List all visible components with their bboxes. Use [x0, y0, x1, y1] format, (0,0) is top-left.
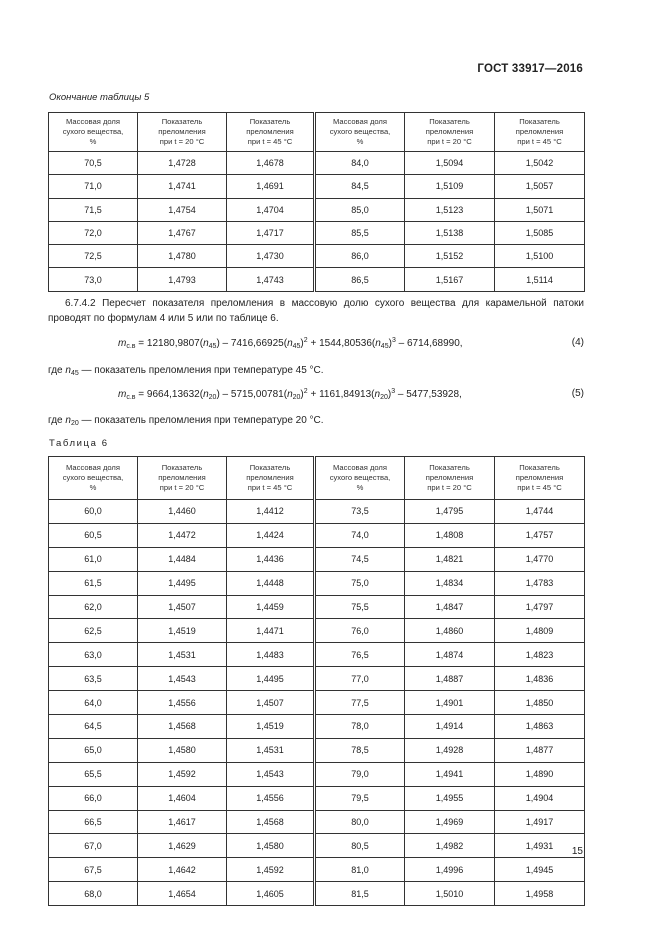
- table6-cell: 78,0: [315, 715, 405, 739]
- table6-cell: 1,4592: [138, 762, 227, 786]
- table6-cell: 1,4605: [227, 882, 315, 906]
- table6-cell: 1,4629: [138, 834, 227, 858]
- table6-cell: 1,4836: [495, 667, 585, 691]
- table-row: [49, 571, 585, 595]
- formula5-m-sub: с.в: [126, 394, 136, 401]
- table5-header-line: сухого вещества,: [62, 127, 124, 136]
- table6-cell: 1,4821: [405, 547, 495, 571]
- table6-cell: 68,0: [49, 882, 138, 906]
- table6-cell: 1,4945: [495, 858, 585, 882]
- formula5-part: = 9664,13632(: [135, 389, 204, 400]
- formula4-n: n: [287, 338, 293, 349]
- table6-header-line: Массовая доля: [333, 463, 387, 472]
- table5-cell: 1,5094: [405, 152, 495, 175]
- table5-cell: 1,5071: [495, 198, 585, 221]
- table6-cell: 1,4580: [227, 834, 315, 858]
- formula4-part: = 12180,9807(: [135, 338, 204, 349]
- formula4-part: – 6714,68990,: [395, 338, 463, 349]
- table5-cell: 1,5085: [495, 221, 585, 244]
- table6-cell: 1,4863: [495, 715, 585, 739]
- formula5-sub: 20: [208, 394, 217, 401]
- table6-cell: 1,4917: [495, 810, 585, 834]
- table5-header-line: преломления: [158, 127, 206, 136]
- table6-cell: 1,4955: [405, 786, 495, 810]
- table5-cell: 72,5: [49, 245, 138, 268]
- table6-cell: 1,4568: [227, 810, 315, 834]
- table6-cell: 1,4890: [495, 762, 585, 786]
- table6-cell: 81,0: [315, 858, 405, 882]
- where5-text: — показатель преломления при температуре 20 °С.: [78, 415, 324, 426]
- table6-cell: 1,4901: [405, 691, 495, 715]
- table6-cell: 77,0: [315, 667, 405, 691]
- table6-cell: 1,4448: [227, 571, 315, 595]
- table6-cell: 1,4483: [227, 643, 315, 667]
- table6-cell: 75,5: [315, 595, 405, 619]
- table6-header-cell: [315, 457, 405, 500]
- table6-cell: 1,4931: [495, 834, 585, 858]
- where4-prefix: где: [48, 365, 66, 376]
- formula4-n: n: [375, 338, 381, 349]
- table6-cell: 77,5: [315, 691, 405, 715]
- table5-header-cell: [138, 113, 227, 152]
- table6-cell: 79,5: [315, 786, 405, 810]
- table6-cell: 67,5: [49, 858, 138, 882]
- table5-cell: 1,4741: [138, 175, 227, 198]
- table6: [48, 456, 585, 906]
- table6-cell: 1,4809: [495, 619, 585, 643]
- table5-cell: 1,5109: [405, 175, 495, 198]
- table5-cell: 1,5114: [495, 268, 585, 291]
- table6-cell: 1,4654: [138, 882, 227, 906]
- table6-cell: 1,4795: [405, 500, 495, 524]
- where-n45: [48, 365, 324, 377]
- table5-cell: 1,4678: [227, 152, 315, 175]
- where5-n: n: [65, 415, 71, 426]
- table5-caption: Окончание таблицы 5: [49, 92, 150, 103]
- formula-5-number: (5): [571, 388, 584, 399]
- table6-cell: 1,4617: [138, 810, 227, 834]
- table5-cell: 1,5042: [495, 152, 585, 175]
- table5-header-line: Массовая доля: [66, 117, 120, 126]
- table6-cell: 1,4770: [495, 547, 585, 571]
- table6-cell: 76,0: [315, 619, 405, 643]
- table5-cell: 1,4691: [227, 175, 315, 198]
- formula4-m: m: [118, 338, 127, 349]
- formula5-sub: 20: [292, 394, 301, 401]
- table6-header-cell: [227, 457, 315, 500]
- table5-header-line: Показатель: [249, 117, 291, 126]
- table6-cell: 74,5: [315, 547, 405, 571]
- formula4-exp: 2: [303, 337, 308, 344]
- table5-cell: 73,0: [49, 268, 138, 291]
- formula5-m: m: [118, 389, 127, 400]
- table6-cell: 1,4495: [138, 571, 227, 595]
- table5-cell: 1,4717: [227, 221, 315, 244]
- formula5-part: + 1161,84913(: [307, 389, 375, 400]
- table6-cell: 1,4604: [138, 786, 227, 810]
- table-row: [49, 882, 585, 906]
- table-row: [49, 245, 585, 268]
- table6-cell: 81,5: [315, 882, 405, 906]
- table5-header-line: Показатель: [161, 117, 203, 126]
- formula5-part: – 5477,53928,: [395, 389, 462, 400]
- formula5-n: n: [374, 389, 381, 400]
- table5-header-line: преломления: [425, 127, 474, 136]
- table-row: [49, 500, 585, 524]
- table6-cell: 80,5: [315, 834, 405, 858]
- table6-cell: 1,4412: [227, 500, 315, 524]
- table6-cell: 1,4519: [138, 619, 227, 643]
- table6-cell: 1,4783: [495, 571, 585, 595]
- table6-cell: 75,0: [315, 571, 405, 595]
- table6-header-line: сухого вещества,: [329, 473, 391, 482]
- formula4-m-sub: с.в: [126, 343, 136, 350]
- table6-cell: 1,4495: [227, 667, 315, 691]
- table6-header-cell: [138, 457, 227, 500]
- table6-cell: 1,4459: [227, 595, 315, 619]
- table6-cell: 73,5: [315, 500, 405, 524]
- table6-cell: 66,0: [49, 786, 138, 810]
- table-row: [49, 691, 585, 715]
- page-number: 15: [571, 846, 583, 857]
- table6-cell: 1,4568: [138, 715, 227, 739]
- table5-header-line: Показатель: [429, 117, 470, 126]
- table6-cell: 80,0: [315, 810, 405, 834]
- table-row: [49, 523, 585, 547]
- table6-cell: 1,4519: [227, 715, 315, 739]
- table5-header-line: %: [356, 137, 364, 146]
- table-row: [49, 786, 585, 810]
- table5-cell: 1,5100: [495, 245, 585, 268]
- formula-4: [118, 337, 463, 350]
- table5-cell: 86,5: [315, 268, 405, 291]
- table6-cell: 1,4757: [495, 523, 585, 547]
- table6-header-line: преломления: [246, 473, 294, 482]
- table6-cell: 1,4877: [495, 738, 585, 762]
- formula5-exp: 3: [391, 388, 396, 395]
- table5-header-cell: [315, 113, 405, 152]
- table6-header-cell: [495, 457, 585, 500]
- table6-cell: 1,4860: [405, 619, 495, 643]
- table5-header-row: [49, 113, 585, 152]
- table6-cell: 1,5010: [405, 882, 495, 906]
- table6-cell: 1,4874: [405, 643, 495, 667]
- table6-cell: 1,4507: [138, 595, 227, 619]
- table5-cell: 1,4767: [138, 221, 227, 244]
- table-row: [49, 834, 585, 858]
- table6-cell: 74,0: [315, 523, 405, 547]
- table6-cell: 1,4472: [138, 523, 227, 547]
- table5-header-cell: [495, 113, 585, 152]
- table6-cell: 1,4460: [138, 500, 227, 524]
- table6-cell: 1,4808: [405, 523, 495, 547]
- table6-cell: 1,4531: [227, 738, 315, 762]
- table5-cell: 71,0: [49, 175, 138, 198]
- formula5-part: ): [387, 389, 392, 400]
- table6-cell: 1,4507: [227, 691, 315, 715]
- table6-cell: 1,4958: [495, 882, 585, 906]
- table6-cell: 1,4834: [405, 571, 495, 595]
- table6-cell: 1,4556: [227, 786, 315, 810]
- formula4-part: ) – 7416,66925(: [216, 338, 288, 349]
- table5-cell: 1,4730: [227, 245, 315, 268]
- table-row: [49, 221, 585, 244]
- table6-cell: 79,0: [315, 762, 405, 786]
- table6-cell: 1,4484: [138, 547, 227, 571]
- table-row: [49, 268, 585, 291]
- formula5-n: n: [203, 389, 209, 400]
- table5-cell: 85,5: [315, 221, 405, 244]
- table6-header-line: при t = 20 °C: [427, 483, 472, 492]
- table-row: [49, 198, 585, 221]
- table6-cell: 78,5: [315, 738, 405, 762]
- table5-header-line: преломления: [515, 127, 564, 136]
- formula5-exp: 2: [303, 388, 308, 395]
- table6-cell: 1,4424: [227, 523, 315, 547]
- table6-cell: 1,4850: [495, 691, 585, 715]
- table5-cell: 1,4780: [138, 245, 227, 268]
- where4-n: n: [65, 365, 71, 376]
- table5: [48, 112, 585, 292]
- table6-cell: 1,4941: [405, 762, 495, 786]
- table6-caption: Таблица 6: [49, 438, 109, 449]
- table5-cell: 1,4728: [138, 152, 227, 175]
- table-row: [49, 175, 585, 198]
- table6-header-line: преломления: [425, 473, 474, 482]
- where5-sub: 20: [70, 420, 79, 427]
- table6-cell: 1,4887: [405, 667, 495, 691]
- table6-cell: 60,0: [49, 500, 138, 524]
- table5-cell: 85,0: [315, 198, 405, 221]
- formula4-sub: 45: [208, 343, 217, 350]
- table6-cell: 1,4642: [138, 858, 227, 882]
- table6-cell: 1,4580: [138, 738, 227, 762]
- where4-text: — показатель преломления при температуре 45 °С.: [78, 365, 324, 376]
- table6-header-line: %: [89, 483, 97, 492]
- table6-cell: 61,0: [49, 547, 138, 571]
- table6-cell: 1,4556: [138, 691, 227, 715]
- table6-cell: 1,4823: [495, 643, 585, 667]
- table6-cell: 1,4847: [405, 595, 495, 619]
- table-row: [49, 595, 585, 619]
- formula5-part: ) – 5715,00781(: [216, 389, 288, 400]
- table6-cell: 1,4904: [495, 786, 585, 810]
- table6-cell: 76,5: [315, 643, 405, 667]
- formula4-part: + 1544,80536(: [307, 338, 376, 349]
- table5-cell: 1,4793: [138, 268, 227, 291]
- table5-cell: 1,5123: [405, 198, 495, 221]
- table6-header-cell: [405, 457, 495, 500]
- table6-cell: 1,4982: [405, 834, 495, 858]
- table6-cell: 1,4436: [227, 547, 315, 571]
- table6-cell: 63,0: [49, 643, 138, 667]
- table6-cell: 63,5: [49, 667, 138, 691]
- table6-cell: 67,0: [49, 834, 138, 858]
- table6-header-line: Массовая доля: [66, 463, 120, 472]
- table5-cell: 70,5: [49, 152, 138, 175]
- paragraph-6-7-4-2: 6.7.4.2 Пересчет показателя преломления в массовую долю сухого вещества для карамельной патоки проводят по формулам 4 или 5 или по таблице 6.: [48, 298, 584, 324]
- where-n20: [48, 415, 324, 427]
- table6-cell: 60,5: [49, 523, 138, 547]
- table6-header-line: при t = 20 °C: [159, 483, 205, 492]
- table6-header-row: [49, 457, 585, 500]
- table5-cell: 84,0: [315, 152, 405, 175]
- table-row: [49, 152, 585, 175]
- where4-sub: 45: [70, 370, 79, 377]
- table5-cell: 1,5152: [405, 245, 495, 268]
- formula4-sub: 45: [292, 343, 301, 350]
- table6-header-line: преломления: [515, 473, 564, 482]
- table6-cell: 65,0: [49, 738, 138, 762]
- table6-cell: 1,4543: [138, 667, 227, 691]
- table6-cell: 1,4744: [495, 500, 585, 524]
- table6-header-cell: [49, 457, 138, 500]
- table5-cell: 86,0: [315, 245, 405, 268]
- table6-cell: 1,4914: [405, 715, 495, 739]
- document-code: ГОСТ 33917—2016: [477, 63, 583, 75]
- table5-header-line: %: [89, 137, 97, 146]
- where5-prefix: где: [48, 415, 66, 426]
- table5-header-cell: [49, 113, 138, 152]
- table5-header-cell: [405, 113, 495, 152]
- table5-cell: 84,5: [315, 175, 405, 198]
- table-row: [49, 667, 585, 691]
- formula4-part: ): [300, 338, 304, 349]
- table6-header-line: при t = 45 °C: [247, 483, 293, 492]
- table6-cell: 64,0: [49, 691, 138, 715]
- table-row: [49, 715, 585, 739]
- table5-header-line: Массовая доля: [333, 117, 387, 126]
- table6-cell: 1,4969: [405, 810, 495, 834]
- table-row: [49, 643, 585, 667]
- table6-cell: 62,0: [49, 595, 138, 619]
- table6-cell: 1,4928: [405, 738, 495, 762]
- table5-cell: 1,5138: [405, 221, 495, 244]
- formula4-n: n: [203, 338, 209, 349]
- table5-header-line: при t = 20 °C: [159, 137, 205, 146]
- table5-cell: 1,4743: [227, 268, 315, 291]
- formula5-part: ): [300, 389, 304, 400]
- table-row: [49, 858, 585, 882]
- table6-header-line: Показатель: [249, 463, 291, 472]
- table5-cell: 1,4704: [227, 198, 315, 221]
- table5-header-line: Показатель: [519, 117, 560, 126]
- table5-cell: 1,5167: [405, 268, 495, 291]
- table-row: [49, 762, 585, 786]
- table6-cell: 61,5: [49, 571, 138, 595]
- table-row: [49, 738, 585, 762]
- table6-header-line: %: [356, 483, 364, 492]
- table6-cell: 62,5: [49, 619, 138, 643]
- table6-cell: 65,5: [49, 762, 138, 786]
- table5-header-line: при t = 20 °C: [427, 137, 472, 146]
- table6-cell: 1,4531: [138, 643, 227, 667]
- table6-cell: 1,4996: [405, 858, 495, 882]
- table-row: [49, 810, 585, 834]
- formula4-part: ): [388, 338, 392, 349]
- table6-cell: 1,4543: [227, 762, 315, 786]
- table6-cell: 1,4471: [227, 619, 315, 643]
- table6-cell: 1,4592: [227, 858, 315, 882]
- table5-cell: 1,5057: [495, 175, 585, 198]
- table6-header-line: Показатель: [519, 463, 560, 472]
- table6-cell: 1,4797: [495, 595, 585, 619]
- formula5-sub: 20: [380, 394, 388, 401]
- table5-cell: 1,4754: [138, 198, 227, 221]
- table6-header-line: преломления: [158, 473, 206, 482]
- formula5-n: n: [287, 389, 293, 400]
- formula4-sub: 45: [380, 343, 389, 350]
- table5-cell: 72,0: [49, 221, 138, 244]
- table5-header-cell: [227, 113, 315, 152]
- table5-cell: 71,5: [49, 198, 138, 221]
- formula-5: [118, 388, 462, 401]
- table6-header-line: Показатель: [429, 463, 470, 472]
- table5-header-line: преломления: [246, 127, 294, 136]
- table6-cell: 64,5: [49, 715, 138, 739]
- formula4-exp: 3: [391, 337, 396, 344]
- formula-4-number: (4): [571, 337, 584, 348]
- table6-cell: 66,5: [49, 810, 138, 834]
- table6-header-line: Показатель: [161, 463, 203, 472]
- table-row: [49, 619, 585, 643]
- table6-header-line: при t = 45 °C: [517, 483, 562, 492]
- table5-header-line: сухого вещества,: [329, 127, 391, 136]
- table-row: [49, 547, 585, 571]
- table5-header-line: при t = 45 °C: [247, 137, 293, 146]
- table6-header-line: сухого вещества,: [62, 473, 124, 482]
- table5-header-line: при t = 45 °C: [517, 137, 562, 146]
